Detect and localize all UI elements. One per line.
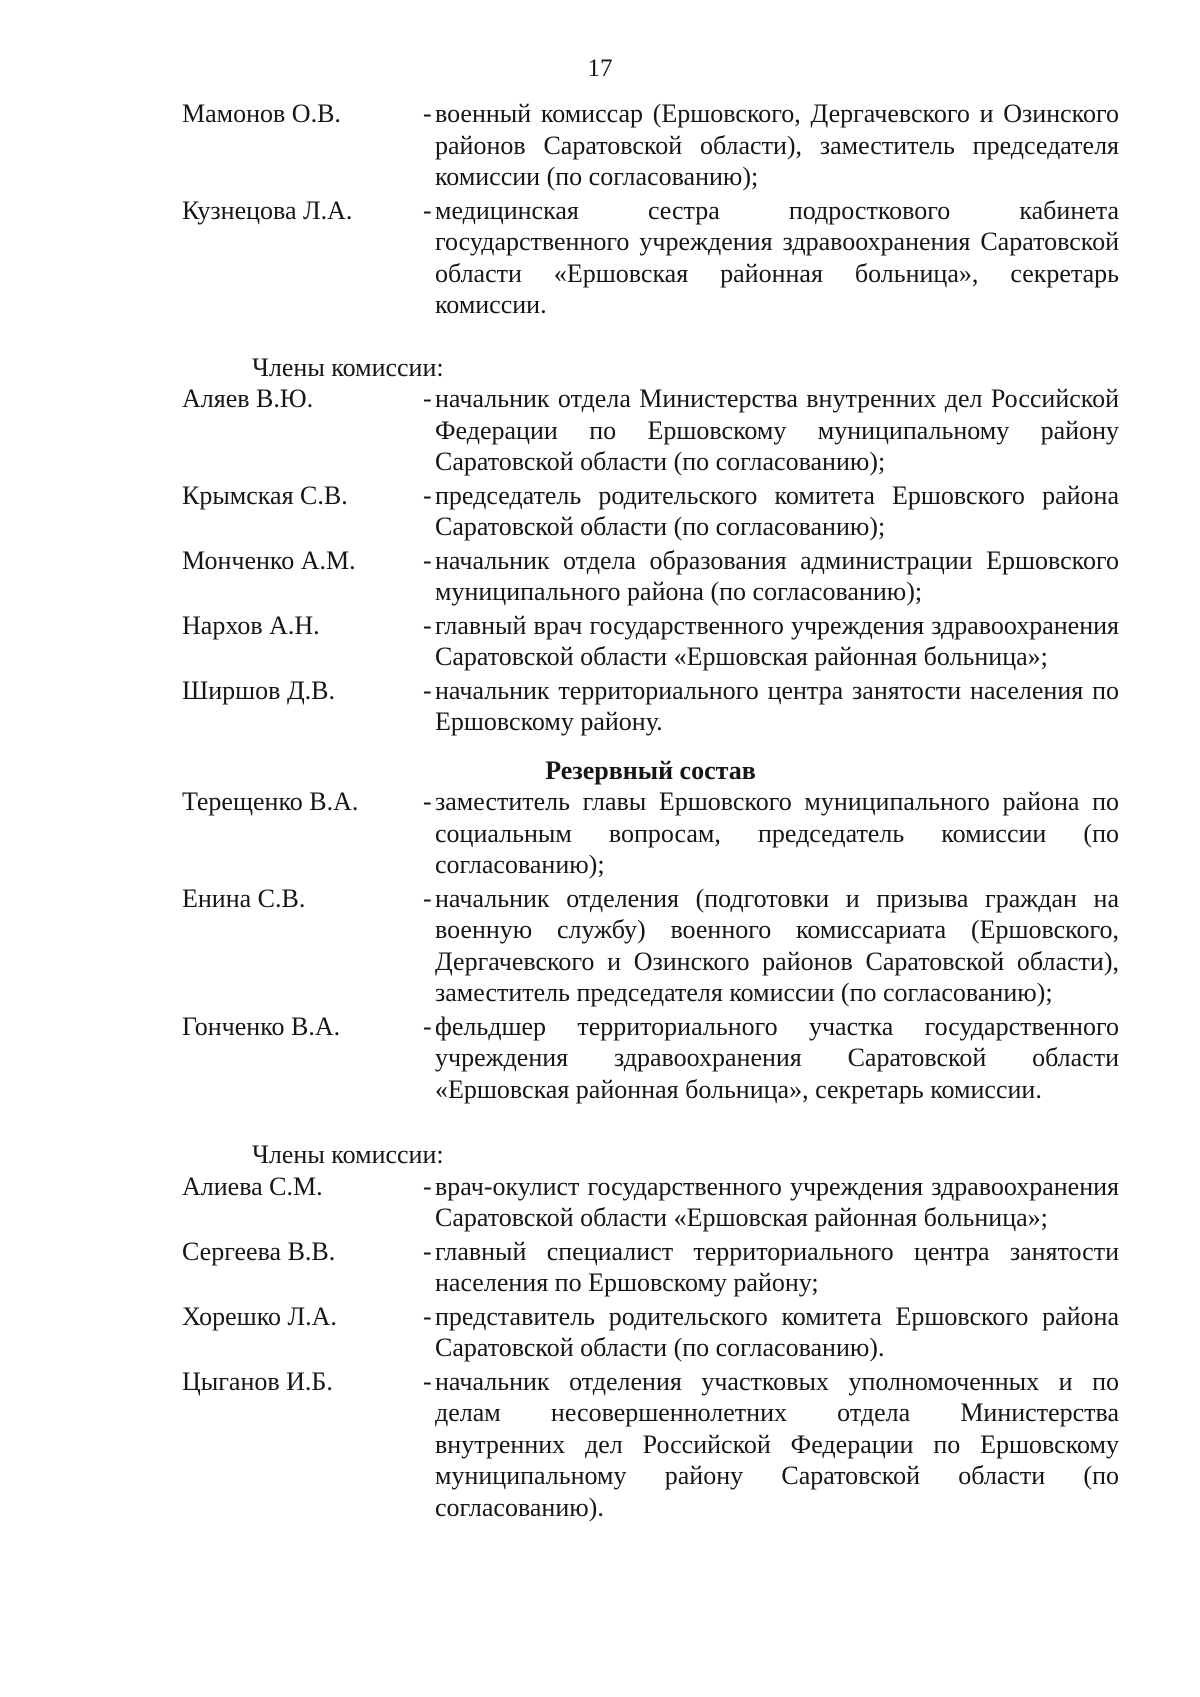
list-item [182,786,1119,881]
person-name: Монченко А.М. [182,545,356,575]
person-description: - фельдшер территориального участка государственного учреждения здравоохранения Саратовской области «Ершовская районная больница», секретарь комиссии. [420,1011,1119,1106]
members-label: Члены комиссии: [252,1140,444,1169]
person-description: - главный врач государственного учреждения здравоохранения Саратовской области «Ершовская районная больница»; [420,610,1119,673]
page-number: 17 [587,55,613,82]
person-name: Гонченко В.А. [182,1011,341,1041]
list-item [182,1301,1119,1364]
list-item [182,1011,1119,1106]
person-name: Нархов А.Н. [182,610,320,640]
person-description: - представитель родительского комитета Ершовского района Саратовской области (по согласованию). [420,1301,1119,1364]
person-description: - медицинская сестра подросткового кабинета государственного учреждения здравоохранения Саратовской области «Ершовская районная больница», секретарь комиссии. [420,195,1119,321]
list-item [182,610,1119,673]
person-description: - начальник отдела образования администрации Ершовского муниципального района (по согласованию); [420,545,1119,608]
person-name: Сергеева В.В. [182,1236,336,1266]
person-name: Терещенко В.А. [182,787,359,816]
list-item [182,1366,1119,1524]
document-body [182,98,1119,1525]
person-description: - председатель родительского комитета Ершовского района Саратовской области (по согласованию); [420,480,1119,543]
person-description: - начальник территориального центра занятости населения по Ершовскому району. [420,675,1119,738]
person-name: Крымская С.В. [182,480,348,510]
list-item [182,480,1119,543]
person-name: Аляев В.Ю. [182,384,314,413]
list-item [182,1171,1119,1234]
person-description: - начальник отделения участковых уполномоченных и по делам несовершеннолетних отдела Министерства внутренних дел Российской Федерации по Ершовскому муниципальному району Саратовской области (по согласованию). [420,1366,1119,1524]
person-description: - военный комиссар (Ершовского, Дергачевского и Озинского районов Саратовской области), заместитель председателя комиссии (по согласованию); [420,98,1119,193]
list-item [182,195,1119,321]
person-description: - начальник отделения (подготовки и призыва граждан на военную службу) военного комиссариата (Ершовского, Дергачевского и Озинского районов Саратовской области), заместитель председателя комиссии (по согласованию); [420,883,1119,1009]
person-description: - главный специалист территориального центра занятости населения по Ершовскому району; [420,1236,1119,1299]
person-name: Мамонов О.В. [182,99,341,128]
list-item [182,883,1119,1009]
section-title: Резервный состав [545,755,756,785]
person-name: Хорешко Л.А. [182,1301,337,1331]
list-item [182,1236,1119,1299]
person-name: Ширшов Д.В. [182,675,336,705]
person-description: - врач-окулист государственного учреждения здравоохранения Саратовской области «Ершовская районная больница»; [420,1171,1119,1234]
list-item [182,545,1119,608]
list-item [182,98,1119,193]
person-name: Кузнецова Л.А. [182,195,353,225]
person-name: Цыганов И.Б. [182,1366,333,1396]
person-description: - заместитель главы Ершовского муниципального района по социальным вопросам, председатель комиссии (по согласованию); [420,786,1119,881]
person-description: - начальник отдела Министерства внутренних дел Российской Федерации по Ершовскому муниципальному району Саратовской области (по согласованию); [420,383,1119,478]
person-name: Енина С.В. [182,883,306,913]
list-item [182,383,1119,478]
list-item [182,675,1119,738]
person-name: Алиева С.М. [182,1171,323,1201]
members-label: Члены комиссии: [252,352,444,382]
